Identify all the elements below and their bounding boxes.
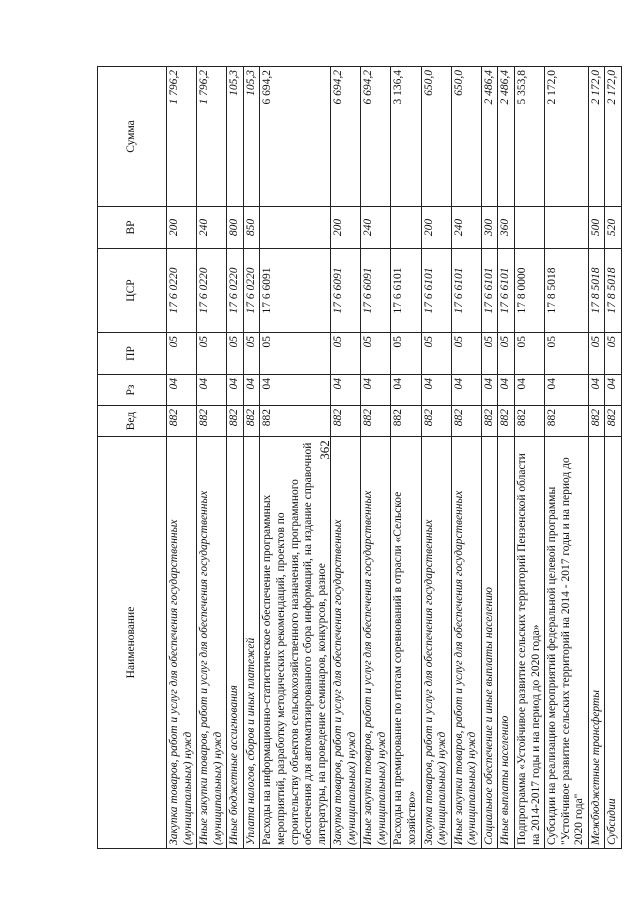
cell-ved: 882 xyxy=(331,406,361,437)
cell-name: Закупка товаров, работ и услуг для обеспечения государственных (муниципальных) нужд xyxy=(331,437,361,849)
cell-pr: 05 xyxy=(451,333,481,375)
cell-vr: 850 xyxy=(243,207,260,249)
cell-csr: 17 8 5018 xyxy=(605,249,622,333)
cell-ved: 882 xyxy=(421,406,451,437)
cell-pr: 05 xyxy=(421,333,451,375)
header-sum: Сумма xyxy=(98,67,167,207)
cell-vr xyxy=(260,207,331,249)
cell-csr: 17 6 6091 xyxy=(331,249,361,333)
cell-ved: 882 xyxy=(451,406,481,437)
cell-sum: 105,3 xyxy=(243,67,260,207)
cell-ved: 882 xyxy=(605,406,622,437)
header-vr: ВР xyxy=(98,207,167,249)
cell-rz: 04 xyxy=(361,375,391,406)
table-header-row xyxy=(98,67,167,849)
header-pr: ПР xyxy=(98,333,167,375)
cell-sum: 1 796,2 xyxy=(167,67,197,207)
cell-pr: 05 xyxy=(331,333,361,375)
budget-table xyxy=(97,66,622,849)
cell-vr: 200 xyxy=(421,207,451,249)
cell-pr: 05 xyxy=(167,333,197,375)
table-row xyxy=(227,67,244,849)
cell-sum: 2 172,0 xyxy=(545,67,589,207)
cell-csr: 17 8 5018 xyxy=(588,249,605,333)
cell-csr: 17 8 5018 xyxy=(545,249,589,333)
cell-csr: 17 6 6101 xyxy=(391,249,421,333)
cell-vr: 500 xyxy=(588,207,605,249)
cell-csr: 17 6 0220 xyxy=(167,249,197,333)
cell-pr: 05 xyxy=(545,333,589,375)
cell-name: Закупка товаров, работ и услуг для обеспечения государственных (муниципальных) нужд xyxy=(421,437,451,849)
cell-ved: 882 xyxy=(227,406,244,437)
cell-sum: 6 694,2 xyxy=(331,67,361,207)
cell-rz: 04 xyxy=(167,375,197,406)
table-row xyxy=(243,67,260,849)
cell-sum: 3 136,4 xyxy=(391,67,421,207)
cell-csr: 17 6 0220 xyxy=(243,249,260,333)
cell-ved: 882 xyxy=(514,406,544,437)
cell-name: Уплата налогов, сборов и иных платежей xyxy=(243,437,260,849)
cell-csr: 17 8 0000 xyxy=(514,249,544,333)
table-row xyxy=(481,67,498,849)
cell-name: Закупка товаров, работ и услуг для обеспечения государственных (муниципальных) нужд xyxy=(167,437,197,849)
cell-pr: 05 xyxy=(481,333,498,375)
cell-sum: 2 172,0 xyxy=(605,67,622,207)
table-row xyxy=(421,67,451,849)
cell-csr: 17 6 0220 xyxy=(197,249,227,333)
table-row xyxy=(451,67,481,849)
cell-ved: 882 xyxy=(361,406,391,437)
cell-rz: 04 xyxy=(514,375,544,406)
cell-csr: 17 6 6091 xyxy=(361,249,391,333)
cell-name: Иные выплаты населению xyxy=(498,437,515,849)
cell-ved: 882 xyxy=(498,406,515,437)
cell-csr: 17 6 0220 xyxy=(227,249,244,333)
cell-sum: 2 486,4 xyxy=(498,67,515,207)
table-row xyxy=(588,67,605,849)
cell-vr: 520 xyxy=(605,207,622,249)
cell-pr: 05 xyxy=(498,333,515,375)
cell-rz: 04 xyxy=(260,375,331,406)
cell-rz: 04 xyxy=(227,375,244,406)
cell-name: Субсидии xyxy=(605,437,622,849)
cell-rz: 04 xyxy=(243,375,260,406)
header-name: Наименование xyxy=(98,437,167,849)
cell-vr: 800 xyxy=(227,207,244,249)
cell-csr: 17 6 6101 xyxy=(451,249,481,333)
cell-vr: 360 xyxy=(498,207,515,249)
cell-rz: 04 xyxy=(197,375,227,406)
cell-sum: 2 172,0 xyxy=(588,67,605,207)
cell-pr: 05 xyxy=(197,333,227,375)
cell-ved: 882 xyxy=(588,406,605,437)
cell-ved: 882 xyxy=(167,406,197,437)
cell-rz: 04 xyxy=(588,375,605,406)
cell-ved: 882 xyxy=(260,406,331,437)
table-row xyxy=(514,67,544,849)
cell-name: Иные закупки товаров, работ и услуг для обеспечения государственных (муниципальных) нужд xyxy=(197,437,227,849)
cell-vr: 200 xyxy=(167,207,197,249)
cell-name: Иные закупки товаров, работ и услуг для обеспечения государственных (муниципальных) нужд xyxy=(451,437,481,849)
cell-pr: 05 xyxy=(260,333,331,375)
cell-csr: 17 6 6101 xyxy=(481,249,498,333)
cell-name: Межбюджетные трансферты xyxy=(588,437,605,849)
table-row xyxy=(545,67,589,849)
header-rz: Рз xyxy=(98,375,167,406)
table-row xyxy=(260,67,331,849)
table-row xyxy=(197,67,227,849)
cell-name: Расходы на информационно-статистическое обеспечение программных мероприятий, разработку методических рекомендаций, проектов по строительству объектов сельскохозяйственного назначения, программного обеспечения для автоматизированного сбора информаций, на издание справочной литературы, на проведение семинаров, конкурсов, разное xyxy=(260,437,331,849)
header-csr: ЦСР xyxy=(98,249,167,333)
cell-pr: 05 xyxy=(391,333,421,375)
cell-sum: 650,0 xyxy=(451,67,481,207)
cell-csr: 17 6 6101 xyxy=(421,249,451,333)
cell-rz: 04 xyxy=(451,375,481,406)
cell-vr: 240 xyxy=(451,207,481,249)
table-row xyxy=(498,67,515,849)
cell-vr xyxy=(391,207,421,249)
cell-pr: 05 xyxy=(605,333,622,375)
cell-name: Социальное обеспечение и иные выплаты населению xyxy=(481,437,498,849)
table-row xyxy=(605,67,622,849)
cell-rz: 04 xyxy=(391,375,421,406)
cell-sum: 105,3 xyxy=(227,67,244,207)
cell-rz: 04 xyxy=(498,375,515,406)
cell-sum: 2 486,4 xyxy=(481,67,498,207)
cell-vr: 300 xyxy=(481,207,498,249)
cell-vr xyxy=(545,207,589,249)
rotated-table-wrapper xyxy=(97,67,619,849)
cell-pr: 05 xyxy=(227,333,244,375)
table-row xyxy=(391,67,421,849)
header-ved: Вед xyxy=(98,406,167,437)
cell-name: Иные бюджетные ассигнования xyxy=(227,437,244,849)
cell-pr: 05 xyxy=(514,333,544,375)
cell-name: Подпрограмма «Устойчивое развитие сельских территорий Пензенской области на 2014-2017 годы и на период до 2020 года» xyxy=(514,437,544,849)
cell-vr: 240 xyxy=(197,207,227,249)
cell-rz: 04 xyxy=(545,375,589,406)
table-row xyxy=(331,67,361,849)
table-body xyxy=(167,67,622,849)
cell-rz: 04 xyxy=(331,375,361,406)
cell-ved: 882 xyxy=(481,406,498,437)
cell-pr: 05 xyxy=(243,333,260,375)
table-row xyxy=(167,67,197,849)
cell-name: Иные закупки товаров, работ и услуг для обеспечения государственных (муниципальных) нужд xyxy=(361,437,391,849)
cell-rz: 04 xyxy=(421,375,451,406)
cell-pr: 05 xyxy=(588,333,605,375)
cell-name: Расходы на премирование по итогам соревнований в отрасли «Сельское хозяйство» xyxy=(391,437,421,849)
cell-sum: 5 353,8 xyxy=(514,67,544,207)
cell-name: Субсидии на реализацию мероприятий федеральной целевой программы "Устойчивое развитие сельских территорий на 2014 - 2017 годы и на период до 2020 года" xyxy=(545,437,589,849)
cell-rz: 04 xyxy=(481,375,498,406)
cell-vr xyxy=(514,207,544,249)
cell-vr: 240 xyxy=(361,207,391,249)
cell-vr: 200 xyxy=(331,207,361,249)
page-number: 362 xyxy=(316,440,332,460)
cell-pr: 05 xyxy=(361,333,391,375)
cell-sum: 650,0 xyxy=(421,67,451,207)
cell-ved: 882 xyxy=(197,406,227,437)
table-row xyxy=(361,67,391,849)
cell-sum: 6 694,2 xyxy=(361,67,391,207)
cell-ved: 882 xyxy=(243,406,260,437)
cell-csr: 17 6 6091 xyxy=(260,249,331,333)
cell-ved: 882 xyxy=(545,406,589,437)
cell-csr: 17 6 6101 xyxy=(498,249,515,333)
cell-rz: 04 xyxy=(605,375,622,406)
cell-sum: 1 796,2 xyxy=(197,67,227,207)
cell-sum: 6 694,2 xyxy=(260,67,331,207)
cell-ved: 882 xyxy=(391,406,421,437)
